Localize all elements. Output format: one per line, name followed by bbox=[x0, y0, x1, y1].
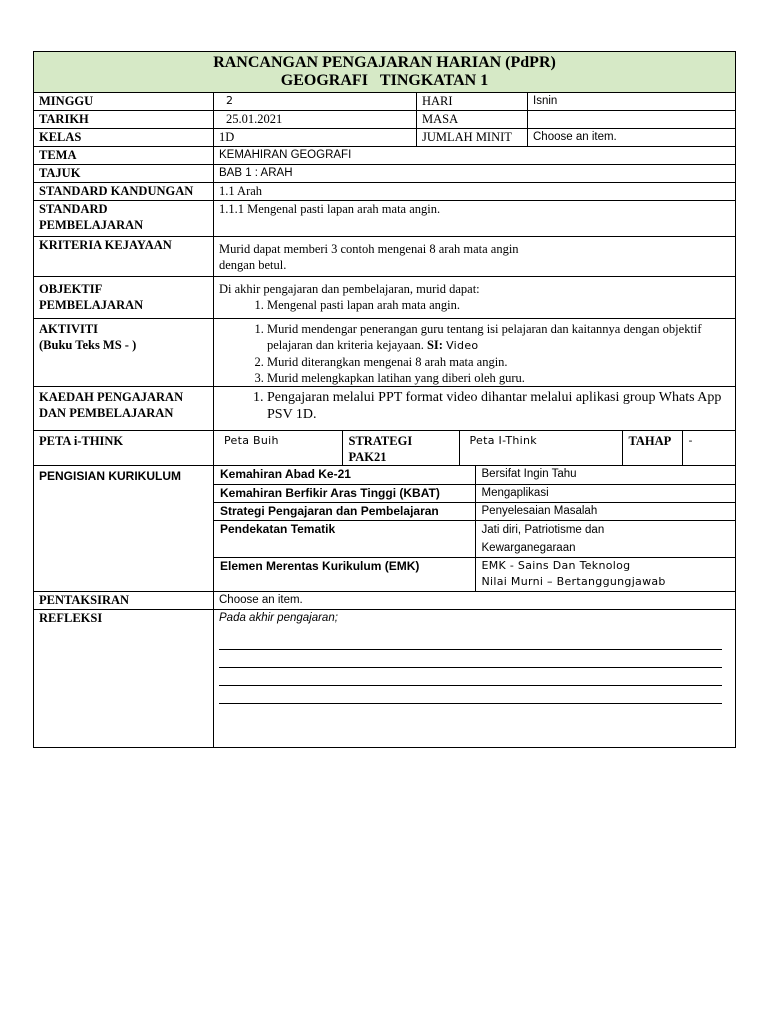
standard-kandungan-label: STANDARD KANDUNGAN bbox=[34, 183, 214, 201]
writing-line bbox=[219, 686, 722, 704]
kurikulum-item-label: Kemahiran Abad Ke-21 bbox=[214, 466, 475, 484]
hari-value[interactable]: Isnin bbox=[528, 93, 736, 111]
jumlah-minit-select[interactable]: Choose an item. bbox=[528, 129, 736, 147]
standard-pembelajaran-value[interactable]: 1.1.1 Mengenal pasti lapan arah mata angin. bbox=[214, 201, 736, 237]
si-label: SI: bbox=[426, 338, 443, 352]
kurikulum-cell bbox=[214, 466, 736, 592]
standard-pembelajaran-label: STANDARD PEMBELAJARAN bbox=[34, 201, 214, 237]
kelas-label: KELAS bbox=[34, 129, 214, 147]
nilai-murni-value: Nilai Murni – Bertanggungjawab bbox=[481, 574, 666, 588]
kurikulum-item-value[interactable]: Mengaplikasi bbox=[475, 484, 735, 502]
writing-line bbox=[219, 632, 722, 650]
peta-row bbox=[214, 431, 736, 466]
kurikulum-item-value[interactable] bbox=[475, 557, 735, 591]
tahap-label: TAHAP bbox=[622, 431, 682, 465]
kaedah-item: 1. Pengajaran melalui PPT format video dihantar melalui aplikasi group Whats App PSV 1D. bbox=[267, 389, 730, 423]
objektif-value[interactable] bbox=[214, 277, 736, 319]
emk-value: EMK - Sains Dan Teknolog bbox=[481, 558, 631, 572]
writing-line bbox=[219, 650, 722, 668]
kurikulum-item-label: Strategi Pengajaran dan Pembelajaran bbox=[214, 502, 475, 520]
objektif-label: OBJEKTIF PEMBELAJARAN bbox=[34, 277, 214, 319]
kriteria-kejayaan-value[interactable] bbox=[214, 237, 736, 277]
aktiviti-sublabel: (Buku Teks MS - ) bbox=[39, 338, 137, 352]
masa-value[interactable] bbox=[528, 111, 736, 129]
tarikh-value[interactable]: 25.01.2021 bbox=[214, 111, 417, 129]
objektif-intro: Di akhir pengajaran dan pembelajaran, murid dapat: bbox=[219, 282, 480, 296]
tarikh-label: TARIKH bbox=[34, 111, 214, 129]
kurikulum-item-label: Pendekatan Tematik bbox=[214, 520, 475, 557]
tajuk-value[interactable]: BAB 1 : ARAH bbox=[214, 165, 736, 183]
jumlah-minit-label: JUMLAH MINIT bbox=[417, 129, 528, 147]
aktiviti-item: 2. Murid diterangkan mengenai 8 arah mata angin. bbox=[267, 354, 730, 370]
peta-ithink-value[interactable]: Peta Buih bbox=[214, 431, 342, 465]
si-value[interactable]: Video bbox=[446, 339, 479, 352]
aktiviti-value[interactable] bbox=[214, 319, 736, 387]
aktiviti-item: 3. Murid melengkapkan latihan yang diberi oleh guru. bbox=[267, 370, 730, 386]
kriteria-text: Murid dapat memberi 3 contoh mengenai 8 arah mata angin dengan betul. bbox=[219, 242, 519, 272]
strategi-pak21-value[interactable]: Peta I-Think bbox=[459, 431, 622, 465]
header-subject: GEOGRAFI bbox=[280, 72, 368, 89]
pentaksiran-select[interactable]: Choose an item. bbox=[214, 592, 736, 610]
kurikulum-inner-table bbox=[214, 466, 735, 591]
pentaksiran-label: PENTAKSIRAN bbox=[34, 592, 214, 610]
tahap-value[interactable]: - bbox=[688, 434, 693, 447]
header-level: TINGKATAN 1 bbox=[379, 72, 489, 89]
tajuk-label: TAJUK bbox=[34, 165, 214, 183]
strategi-pak21-label: STRATEGI PAK21 bbox=[342, 431, 459, 465]
lesson-plan-sheet bbox=[33, 51, 735, 748]
writing-line bbox=[219, 668, 722, 686]
tema-label: TEMA bbox=[34, 147, 214, 165]
kurikulum-item-label: Kemahiran Berfikir Aras Tinggi (KBAT) bbox=[214, 484, 475, 502]
refleksi-value[interactable] bbox=[214, 610, 736, 748]
aktiviti-title: AKTIVITI bbox=[39, 322, 99, 336]
aktiviti-item: 1. Murid mendengar penerangan guru tentang isi pelajaran dan kaitannya dengan objektif pelajaran dan kriteria kejayaan. SI: Video bbox=[267, 321, 730, 354]
masa-label: MASA bbox=[417, 111, 528, 129]
refleksi-text: Pada akhir pengajaran; bbox=[219, 612, 338, 624]
minggu-value[interactable]: 2 bbox=[214, 93, 417, 111]
lesson-plan-table bbox=[33, 51, 736, 748]
objektif-item: 1. Mengenal pasti lapan arah mata angin. bbox=[267, 297, 730, 313]
minggu-label: MINGGU bbox=[34, 93, 214, 111]
kurikulum-item-value[interactable]: Penyelesaian Masalah bbox=[475, 502, 735, 520]
header-title: RANCANGAN PENGAJARAN HARIAN (PdPR) bbox=[213, 54, 556, 71]
kelas-value[interactable]: 1D bbox=[214, 129, 417, 147]
aktiviti-label bbox=[34, 319, 214, 387]
kaedah-value[interactable] bbox=[214, 387, 736, 431]
standard-kandungan-value[interactable]: 1.1 Arah bbox=[214, 183, 736, 201]
hari-label: HARI bbox=[417, 93, 528, 111]
pengisian-kurikulum-label: PENGISIAN KURIKULUM bbox=[34, 466, 214, 592]
kurikulum-item-value[interactable]: Bersifat Ingin Tahu bbox=[475, 466, 735, 484]
plan-header bbox=[34, 52, 736, 93]
kurikulum-item-label: Elemen Merentas Kurikulum (EMK) bbox=[214, 557, 475, 591]
peta-inner-table bbox=[214, 431, 735, 465]
peta-ithink-label: PETA i-THINK bbox=[34, 431, 214, 466]
refleksi-label: REFLEKSI bbox=[34, 610, 214, 748]
kriteria-kejayaan-label: KRITERIA KEJAYAAN bbox=[34, 237, 214, 277]
tema-value[interactable]: KEMAHIRAN GEOGRAFI bbox=[214, 147, 736, 165]
kurikulum-item-value[interactable]: Jati diri, Patriotisme dan Kewarganegaraan bbox=[475, 520, 735, 557]
kaedah-label: KAEDAH PENGAJARAN DAN PEMBELAJARAN bbox=[34, 387, 214, 431]
